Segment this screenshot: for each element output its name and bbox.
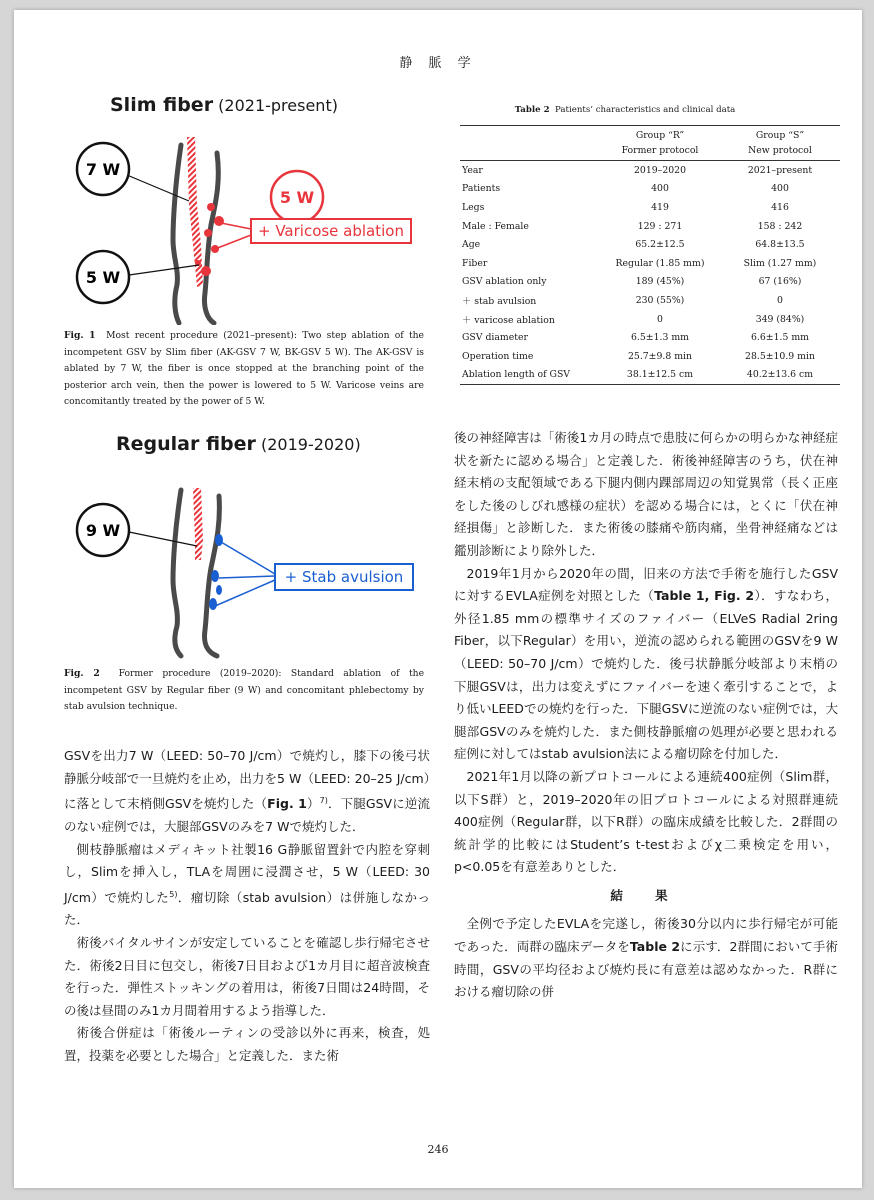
table2-header-blank <box>460 126 600 161</box>
row-label-cell: Operation time <box>462 350 534 362</box>
value-cell: 6.6±1.5 mm <box>751 332 809 344</box>
table-row <box>460 273 840 292</box>
table2-caption <box>460 105 790 115</box>
value-cell: Regular (1.85 mm) <box>615 257 705 269</box>
value-cell: 65.2±12.5 <box>635 239 685 251</box>
figure2-caption <box>64 666 424 716</box>
figure2-illustration <box>69 480 414 660</box>
table-row <box>460 291 840 310</box>
citation-5: 5) <box>169 889 178 899</box>
figure2-title-main: Regular fiber <box>116 433 256 455</box>
right-p4-text-a: 全例で予定したEVLAを完遂し，術後30分以内に歩行帰宅が可能であった．両群の臨床データを <box>454 916 838 955</box>
right-paragraph-4 <box>454 913 838 1003</box>
power-5w-label: 5 W <box>85 268 121 287</box>
figure1-illustration <box>69 125 414 325</box>
right-paragraph-3: 2021年1月以降の新プロトコールによる連続400症例（Slim群，以下S群）と，2019–2020年の旧プロトコールによる対照群連続400症例（Regular群，以下R群）の臨床成績を比較した．2群間の統計学的比較にはStudent’s t-testおよびχ二乗検定を用い，p<0.05を有意差ありとした． <box>454 768 838 875</box>
table2-header-group-s <box>720 126 840 161</box>
figure2-caption-label: Fig. 2 <box>64 668 100 679</box>
table-row <box>460 366 840 385</box>
figure2-title-years: (2019-2020) <box>261 435 361 454</box>
row-label-cell: Male : Female <box>462 220 529 232</box>
value-cell: 38.1±12.5 cm <box>600 366 720 385</box>
left-paragraph-2 <box>64 839 430 933</box>
figure1-title-years: (2021-present) <box>218 96 338 115</box>
gsv-hatched-1 <box>187 137 203 287</box>
table1-fig2-ref: Table 1, Fig. 2 <box>654 588 755 604</box>
table2-ref: Table 2 <box>629 939 681 955</box>
table-row <box>460 180 840 199</box>
table-row <box>460 235 840 254</box>
row-label-cell: GSV ablation only <box>462 276 547 288</box>
gsv-hatched-2 <box>193 488 203 560</box>
table2-header-row <box>460 126 840 161</box>
table2-body <box>460 161 840 385</box>
row-label-cell: ＋ varicose ablation <box>462 315 555 327</box>
group-r-label: Group “R” <box>635 130 685 141</box>
row-label-cell: Fiber <box>462 257 488 269</box>
left-p1-text-b: ） <box>306 796 320 812</box>
results-heading: 結 果 <box>610 887 682 903</box>
left-p1-text-a: GSVを出力7 W（LEED: 50–70 J/cm）で焼灼し，膝下の後弓状静脈分岐部で一旦焼灼を止め，出力を5 W（LEED: 20–25 J/cm）に落として末梢側GSVを焼灼した（ <box>64 748 430 812</box>
right-paragraph-1: 後の神経障害は「術後1カ月の時点で患肢に何らかの明らかな神経症状を新たに認める場合」と定義した．術後神経障害のうち，伏在神経末梢の支配領域である下腿内側内踝部周辺の知覚異常（長く正座をした後のしびれ感様の症状）を認める場合には，とくに「伏在神経損傷」と診断した．また術後の膝痛や筋肉痛，坐骨神経痛などは鑑別診断により除外した． <box>454 430 838 558</box>
value-cell: 419 <box>651 201 669 213</box>
running-header: 静 脈 学 <box>399 56 477 71</box>
power-9w-label: 9 W <box>85 521 121 540</box>
left-body-text <box>64 745 430 1068</box>
table2-caption-label: Table 2 <box>514 105 550 115</box>
value-cell: 416 <box>771 201 789 213</box>
value-cell: 28.5±10.9 min <box>745 350 815 362</box>
row-label-cell: Legs <box>462 201 485 213</box>
table-row <box>460 254 840 273</box>
value-cell: 0 <box>777 294 783 306</box>
right-body-text <box>454 427 838 1004</box>
group-s-label: Group “S” <box>755 130 805 141</box>
value-cell: Slim (1.27 mm) <box>743 257 817 269</box>
value-cell: 67 (16%) <box>758 276 802 288</box>
table-row <box>460 310 840 329</box>
value-cell: 400 <box>651 183 669 195</box>
stab-lines-blue <box>215 542 275 606</box>
stab-avulsion-label: + Stab avulsion <box>284 568 404 586</box>
row-label-cell: ＋ stab avulsion <box>462 296 537 308</box>
table-row <box>460 217 840 236</box>
table2-caption-text: Patients’ characteristics and clinical data <box>555 105 736 115</box>
right-p4-text-b: に示す．2群間において手術時間，GSVの平均径および焼灼長に有意差は認めなかった．R群における瘤切除の併 <box>454 939 838 1000</box>
value-cell: 6.5±1.3 mm <box>631 332 689 344</box>
value-cell: 400 <box>771 183 789 195</box>
left-p2-text-b: ．瘤切除（stab avulsion）は併施しなかった． <box>64 889 430 928</box>
figure1-caption-text: Most recent procedure (2021–present): Two step ablation of the incompetent GSV by Slim fiber (AK-GSV 7 W, BK-GSV 5 W). The AK-GSV is ablated by 7 W, the fiber is once stopped at the branching point of the posterior arch vein, then the power is lowered to 5 W. Varicose veins are concomitantly treated by the power of 5 W. <box>64 330 424 407</box>
varicose-5w-label: 5 W <box>279 188 315 207</box>
value-cell: 349 (84%) <box>755 313 805 325</box>
value-cell: 2021–present <box>720 161 840 180</box>
value-cell: 158 : 242 <box>757 220 803 232</box>
group-s-sub: New protocol <box>748 145 812 156</box>
table-row <box>460 198 840 217</box>
row-label-cell: Year <box>460 161 600 180</box>
left-paragraph-4: 術後合併症は「術後ルーティンの受診以外に再来，検査，処置，投薬を必要とした場合」と定義した．また術 <box>64 1025 430 1064</box>
power-7w-label: 7 W <box>85 160 121 179</box>
table-row <box>460 328 840 347</box>
row-label-cell: Patients <box>462 183 501 195</box>
value-cell: 2019–2020 <box>600 161 720 180</box>
figure1-caption-label: Fig. 1 <box>64 330 96 341</box>
right-p2-text-a: 2019年1月から2020年の間，旧来の方法で手術を施行したGSVに対するEVLA症例を対照とした（ <box>454 565 838 604</box>
row-label-cell: Age <box>462 239 481 251</box>
varicose-ablation-label: + Varicose ablation <box>257 222 405 240</box>
figure1-caption <box>64 328 424 411</box>
figure1-title-main: Slim fiber <box>110 94 214 116</box>
left-p1-text-c: ．下腿GSVに逆流のない症例では，大腿部GSVのみを7 Wで焼灼した． <box>64 796 430 834</box>
figure1-title <box>110 94 338 116</box>
citation-7: 7) <box>319 796 328 806</box>
row-label-cell: GSV diameter <box>462 332 528 344</box>
value-cell: 129 : 271 <box>637 220 683 232</box>
value-cell: 230 (55%) <box>635 294 685 306</box>
table-row <box>460 347 840 366</box>
left-paragraph-1 <box>64 745 430 839</box>
leader-lines-black <box>127 175 199 275</box>
figure2-caption-text: Former procedure (2019–2020): Standard ablation of the incompetent GSV by Regular fiber (9 W) and concomitant phlebectomy by stab avulsion technique. <box>64 668 424 712</box>
ablation-lines-red <box>215 223 251 249</box>
fig1-ref-link: Fig. 1 <box>267 796 307 812</box>
leader-line-9w <box>129 532 197 546</box>
value-cell: 25.7±9.8 min <box>627 350 692 362</box>
value-cell: 0 <box>657 313 663 325</box>
right-paragraph-2 <box>454 563 838 766</box>
page-number: 246 <box>427 1143 449 1156</box>
left-p2-text-a: 側枝静脈瘤はメディキット社製16 G静脈留置針で内腔を穿刺し，Slimを挿入し，TLAを周囲に浸潤させ，5 W（LEED: 30 J/cm）で焼灼した <box>64 841 430 905</box>
right-p2-text-b: ）．すなわち，外径1.85 mmの標準サイズのファイバー（ELVeS Radial 2ring Fiber，以下Regular）を用い，逆流の認められる範囲のGSVを9 W（LEED: 50–70 J/cm）で焼灼した．後弓状静脈分岐部より末梢の下腿GSVは，出力は変えずにファイバーを速く牽引することで，より低いLEEDでの焼灼を行った．下腿GSVに逆流のない症例では，大腿部GSVのみを焼灼した．また側枝静脈瘤の処理が必要と思われる症例に対してはstab avulsion法による瘤切除を付加した． <box>454 588 838 762</box>
group-r-sub: Former protocol <box>621 145 699 156</box>
value-cell: 40.2±13.6 cm <box>720 366 840 385</box>
value-cell: 189 (45%) <box>635 276 685 288</box>
left-paragraph-3: 術後バイタルサインが安定していることを確認し歩行帰宅させた．術後2日目に包交し，術後7日目および1カ月目に超音波検査を行った．弾性ストッキングの着用は，術後7日間は24時間，その後は昼間のみ1カ月間着用するよう指導した． <box>64 935 430 1018</box>
value-cell: 64.8±13.5 <box>755 239 805 251</box>
row-label-cell: Ablation length of GSV <box>460 366 600 385</box>
table2-header-group-r <box>600 126 720 161</box>
table2 <box>460 125 840 385</box>
paper-page <box>14 10 862 1188</box>
figure2-title <box>116 433 361 455</box>
table-row <box>460 161 840 180</box>
